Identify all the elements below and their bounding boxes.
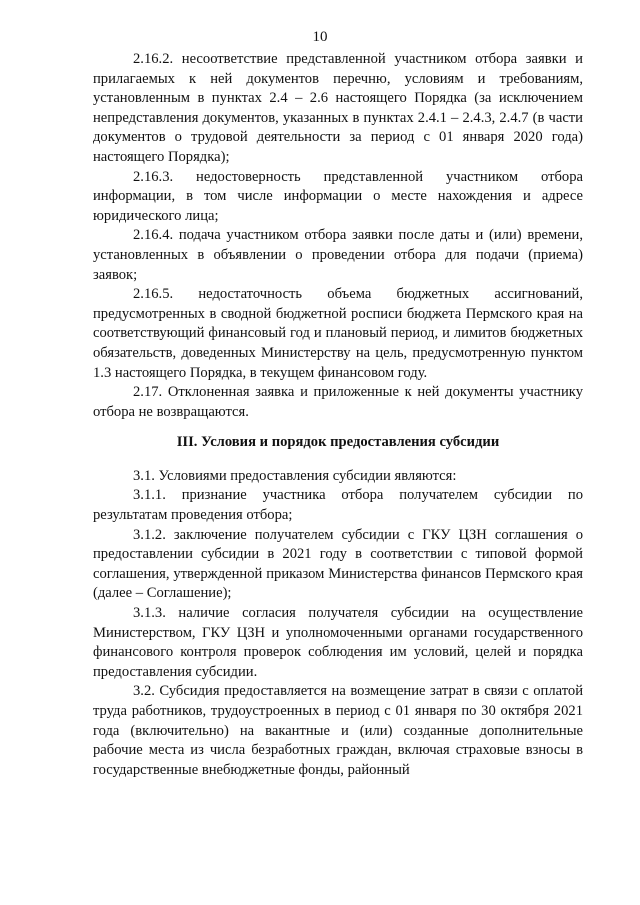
paragraph-3-1-3: 3.1.3. наличие согласия получателя субсидии на осуществление Министерством, ГКУ ЦЗН и уполномоченными органами государственного финансового контроля проверок соблюдения им условий, целей и порядка предоставления субсидии.	[93, 605, 583, 680]
paragraph-3-2: 3.2. Субсидия предоставляется на возмещение затрат в связи с оплатой труда работников, трудоустроенных в период с 01 января по 30 октября 2021 года (включительно) на вакантные и (или) созданные дополнительные рабочие места из числа безработных граждан, включая страховые взносы в государственные внебюджетные фонды, районный	[93, 683, 583, 778]
paragraph-3-1-2: 3.1.2. заключение получателем субсидии с ГКУ ЦЗН соглашения о предоставлении субсидии в 2021 году в соответствии с типовой формой соглашения, утвержденной приказом Министерства финансов Пермского края (далее – Соглашение);	[93, 526, 583, 602]
paragraph-3-1: 3.1. Условиями предоставления субсидии являются:	[133, 467, 457, 484]
section-heading: III. Условия и порядок предоставления субсидии	[176, 434, 500, 451]
page-number: 10	[312, 29, 328, 45]
document-body	[93, 50, 583, 780]
paragraph-2-16-3: 2.16.3. недостоверность представленной участником отбора информации, в том числе информации о месте нахождения и адресе юридического лица;	[93, 168, 583, 224]
paragraph-2-16-5: 2.16.5. недостаточность объема бюджетных ассигнований, предусмотренных в сводной бюджетной росписи бюджета Пермского края на соответствующий финансовый год и плановый период, и лимитов бюджетных обязательств, доведенных Министерству на цель, предусмотренную пунктом 1.3 настоящего Порядка, в текущем финансовом году.	[93, 286, 583, 381]
paragraph-2-17: 2.17. Отклоненная заявка и приложенные к ней документы участнику отбора не возвращаются.	[93, 384, 583, 420]
paragraph-2-16-4: 2.16.4. подача участником отбора заявки после даты и (или) времени, установленных в объявлении о проведении отбора для подачи (приема) заявок;	[93, 227, 583, 283]
paragraph-2-16-2: 2.16.2. несоответствие представленной участником отбора заявки и прилагаемых к ней документов перечню, условиям и требованиям, установленным в пунктах 2.4 – 2.6 настоящего Порядка (за исключением непредставления документов, указанных в пунктах 2.4.1 – 2.4.3, 2.4.7 (в части документов о трудовой деятельности за период с 01 января 2020 года) настоящего Порядка);	[93, 51, 583, 165]
paragraph-3-1-1: 3.1.1. признание участника отбора получателем субсидии по результатам проведения отбора;	[93, 487, 583, 524]
